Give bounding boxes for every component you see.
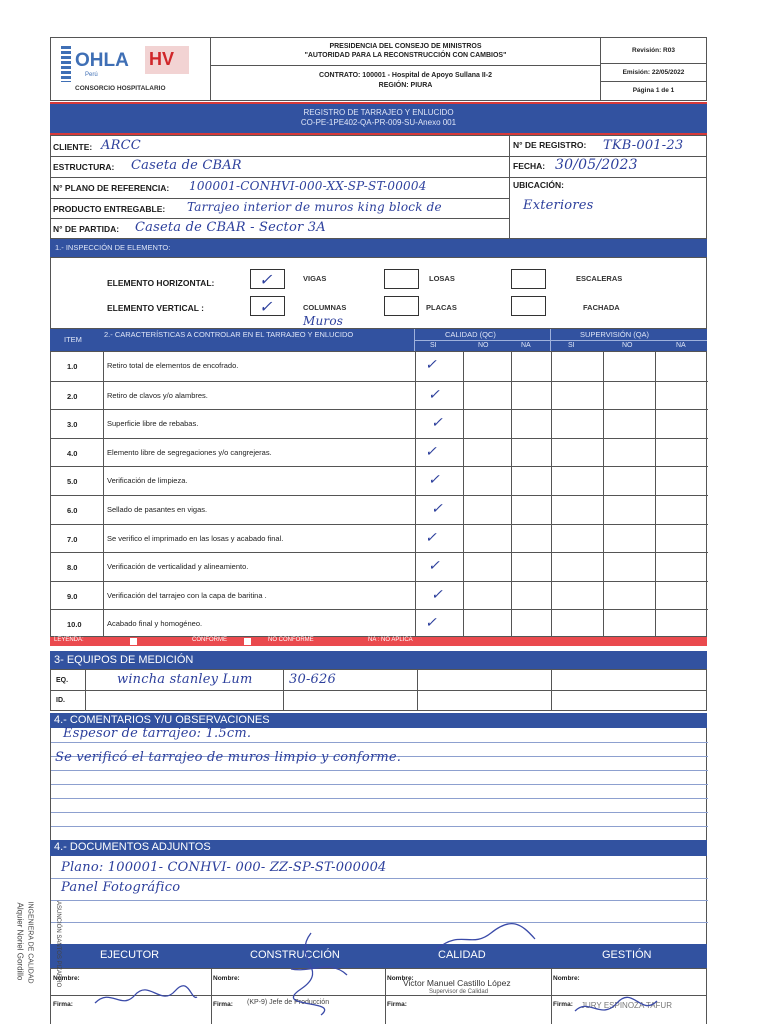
- client-value: ARCC: [101, 138, 141, 153]
- header-title-line1: PRESIDENCIA DEL CONSEJO DE MINISTROS: [329, 43, 482, 50]
- attachment-line-2: Panel Fotográfico: [61, 880, 181, 895]
- check-cell[interactable]: [655, 553, 656, 581]
- check-cell[interactable]: [655, 382, 656, 410]
- check-cell[interactable]: [463, 352, 464, 381]
- item-description: Acabado final y homogéneo.: [107, 619, 203, 629]
- item-description: Superficie libre de rebabas.: [107, 419, 199, 429]
- comments-block: [50, 728, 707, 840]
- quality-name: Victor Manuel Castillo López: [403, 978, 511, 988]
- signature-block: [50, 968, 707, 1024]
- structure-value: Caseta de CBAR: [131, 158, 242, 173]
- logo-country: Perú: [85, 72, 98, 78]
- table-row: [51, 381, 708, 410]
- equipment-block: [50, 669, 707, 711]
- check-cell[interactable]: [463, 467, 464, 495]
- item-description: Verificación del tarrajeo con la capa de baritina .: [107, 590, 267, 600]
- item-description: Se verifico el imprimado en las losas y acabado final.: [107, 533, 284, 543]
- side-stamp-role: INGENIERA DE CALIDAD: [26, 901, 34, 984]
- checklist-table: [50, 351, 707, 637]
- qc-si-check: ✓: [431, 586, 443, 603]
- sig-col-construction: CONSTRUCCIÓN: [250, 949, 340, 961]
- side-stamp-name: Alquier Noriel Gordillo: [15, 902, 25, 981]
- check-cell[interactable]: [511, 496, 512, 524]
- item-description: Sellado de pasantes en vigas.: [107, 505, 208, 514]
- attachment-line-1: Plano: 100001- CONHVI- 000- ZZ-SP-ST-000004: [61, 860, 387, 875]
- sig-col-quality: CALIDAD: [438, 949, 486, 961]
- date-value: 30/05/2023: [555, 157, 638, 173]
- check-cell[interactable]: [603, 525, 604, 553]
- escaleras-label: ESCALERAS: [576, 274, 623, 283]
- form-title-bar: [50, 102, 707, 135]
- check-cell[interactable]: [551, 582, 552, 610]
- construction-signature-label: Firma:: [213, 1001, 233, 1008]
- check-cell[interactable]: [463, 553, 464, 581]
- qc-si-check: ✓: [428, 472, 440, 489]
- executor-name-label: Nombre:: [53, 975, 80, 982]
- management-signature-label: Firma:: [553, 1001, 573, 1008]
- sig-col-executor: EJECUTOR: [100, 949, 160, 961]
- check-cell[interactable]: [511, 439, 512, 467]
- check-cell[interactable]: [603, 582, 604, 610]
- check-cell[interactable]: [603, 382, 604, 410]
- horizontal-label: ELEMENTO HORIZONTAL:: [107, 278, 215, 288]
- management-name: JURY ESPINOZA TAFUR: [581, 1001, 672, 1010]
- table-row: [51, 438, 708, 467]
- item-number: 1.0: [67, 362, 78, 371]
- check-cell[interactable]: [655, 610, 656, 638]
- qc-na: NA: [521, 342, 531, 349]
- inspection-title: 1.- INSPECCIÓN DE ELEMENTO:: [55, 243, 171, 252]
- qc-si-check: ✓: [425, 615, 437, 632]
- check-cell[interactable]: [603, 553, 604, 581]
- escaleras-checkbox[interactable]: [511, 269, 546, 289]
- qc-si-check: ✓: [425, 529, 437, 546]
- check-cell[interactable]: [603, 439, 604, 467]
- info-block: [50, 135, 707, 239]
- item-description: Retiro total de elementos de encofrado.: [107, 361, 239, 370]
- check-cell[interactable]: [511, 467, 512, 495]
- check-cell[interactable]: [511, 582, 512, 610]
- check-cell[interactable]: [415, 382, 416, 410]
- columnas-checkbox[interactable]: [250, 296, 285, 316]
- item-number: 9.0: [67, 591, 78, 601]
- check-cell[interactable]: [415, 410, 416, 438]
- management-signature-drawing: [571, 991, 661, 1024]
- item-description: Verificación de verticalidad y alineamiento.: [107, 562, 249, 572]
- check-cell[interactable]: [415, 496, 416, 524]
- logo-text: OHLA: [75, 50, 129, 71]
- col-quality: CALIDAD (QC): [445, 330, 496, 339]
- fachada-label: FACHADA: [583, 303, 620, 312]
- item-number: 3.0: [67, 420, 78, 430]
- form-code: CO-PE-1PE402-QA-PR-009-SU-Anexo 001: [300, 118, 457, 127]
- qc-si-check: ✓: [431, 501, 443, 517]
- registry-value: TKB-001-23: [603, 138, 684, 153]
- inspection-block: [50, 257, 707, 329]
- construction-stamp: (KP-9) Jefe de Producción: [247, 999, 330, 1006]
- comment-line-2: Se verificó el tarrajeo de muros limpio y conforme.: [55, 750, 402, 765]
- qc-si-check: ✓: [428, 386, 440, 403]
- header-meta-block: [601, 38, 706, 100]
- comments-title: 4.- COMENTARIOS Y/U OBSERVACIONES: [54, 714, 270, 726]
- muros-handwritten: Muros: [303, 314, 344, 328]
- columnas-label: COLUMNAS: [303, 303, 347, 312]
- construction-signature-drawing: [271, 929, 361, 1019]
- qc-si-check: ✓: [431, 415, 443, 432]
- structure-label: ESTRUCTURA:: [53, 162, 115, 172]
- check-cell[interactable]: [463, 410, 464, 438]
- col-item: ITEM: [64, 335, 82, 344]
- check-cell[interactable]: [511, 382, 512, 410]
- signatures-bar: [50, 944, 707, 968]
- check-cell[interactable]: [415, 467, 416, 495]
- check-cell[interactable]: [463, 496, 464, 524]
- hv-logo-text: HV: [149, 49, 175, 69]
- eq-value: wincha stanley Lum: [117, 672, 253, 687]
- side-stamp-label: ASUNCIÓN SANTOS PIZARRO: [55, 901, 61, 988]
- vigas-label: VIGAS: [303, 274, 327, 283]
- qc-si-check: ✓: [425, 443, 437, 460]
- item-number: 2.0: [67, 391, 78, 401]
- check-cell[interactable]: [551, 467, 552, 495]
- location-label: UBICACIÓN:: [513, 180, 564, 190]
- legend-no-conforme: NO CONFORME: [268, 637, 314, 643]
- table-row: [51, 352, 708, 381]
- quality-signature-label: Firma:: [387, 1001, 407, 1008]
- losas-checkbox[interactable]: [384, 269, 419, 289]
- check-cell[interactable]: [463, 439, 464, 467]
- id-label: ID.: [56, 697, 65, 704]
- location-value: Exteriores: [523, 198, 594, 213]
- side-stamp: [0, 901, 61, 1024]
- quality-signature-drawing: [431, 919, 541, 959]
- check-cell[interactable]: [415, 352, 416, 381]
- table-row: [51, 524, 708, 553]
- check-cell[interactable]: [415, 610, 416, 638]
- quality-name-label: Nombre:: [387, 975, 414, 982]
- consortium-label: CONSORCIO HOSPITALARIO: [75, 85, 166, 92]
- check-cell[interactable]: [655, 525, 656, 553]
- table-row: [51, 581, 708, 610]
- item-number: 7.0: [67, 534, 78, 544]
- legend-conforme: CONFORME: [192, 637, 227, 643]
- item-number: 6.0: [67, 506, 78, 515]
- vigas-checkbox[interactable]: [250, 269, 285, 289]
- client-label: CLIENTE:: [53, 142, 93, 152]
- form-title: REGISTRO DE TARRAJEO Y ENLUCIDO: [303, 108, 454, 117]
- check-cell[interactable]: [655, 352, 656, 381]
- check-cell[interactable]: [463, 582, 464, 610]
- check-cell[interactable]: [551, 410, 552, 438]
- check-cell[interactable]: [511, 410, 512, 438]
- check-cell[interactable]: [415, 553, 416, 581]
- legend-conforme-box: [130, 638, 137, 645]
- registry-label: N° DE REGISTRO:: [513, 140, 587, 150]
- attachments-title: 4.- DOCUMENTOS ADJUNTOS: [54, 841, 211, 853]
- management-name-label: Nombre:: [553, 975, 580, 982]
- vigas-check: ✓: [259, 270, 273, 289]
- equipment-bar: [50, 651, 707, 669]
- product-value: Tarrajeo interior de muros king block de: [187, 200, 442, 214]
- legend-label: LEYENDA:: [54, 637, 84, 643]
- date-label: FECHA:: [513, 161, 546, 171]
- plan-label: N° PLANO DE REFERENCIA:: [53, 183, 170, 193]
- attachments-bar: [50, 840, 707, 856]
- check-cell[interactable]: [551, 352, 552, 381]
- eq-label: EQ.: [56, 677, 69, 684]
- hv-logo: [145, 46, 189, 74]
- ohla-logo-icon: [61, 46, 71, 82]
- header-title-block: [211, 38, 601, 100]
- check-cell[interactable]: [551, 525, 552, 553]
- placas-checkbox[interactable]: [384, 296, 419, 316]
- check-cell[interactable]: [415, 439, 416, 467]
- qa-no: NO: [622, 342, 633, 349]
- table-row: [51, 552, 708, 581]
- header-revision: Revisión: R03: [601, 38, 706, 64]
- table-row: [51, 495, 708, 524]
- item-description: Retiro de clavos y/o alambres.: [107, 390, 208, 400]
- col-characteristics: 2.- CARACTERÍSTICAS A CONTROLAR EN EL TARRAJEO Y ENLUCIDO: [104, 330, 354, 339]
- item-description: Elemento libre de segregaciones y/o cangrejeras.: [107, 447, 272, 457]
- qc-no: NO: [478, 342, 489, 349]
- check-cell[interactable]: [551, 439, 552, 467]
- check-cell[interactable]: [655, 496, 656, 524]
- check-cell[interactable]: [463, 525, 464, 553]
- construction-name-label: Nombre:: [213, 975, 240, 982]
- legend-na: NA : NO APLICA: [368, 637, 413, 643]
- check-cell[interactable]: [511, 352, 512, 381]
- check-cell[interactable]: [463, 610, 464, 638]
- placas-label: PLACAS: [426, 303, 457, 312]
- logo-block: [51, 38, 211, 100]
- check-cell[interactable]: [463, 382, 464, 410]
- executor-signature-label: Firma:: [53, 1001, 73, 1008]
- check-cell[interactable]: [655, 410, 656, 438]
- qa-si: SI: [568, 342, 575, 349]
- qc-si: SI: [430, 342, 437, 349]
- check-cell[interactable]: [603, 496, 604, 524]
- check-cell[interactable]: [655, 439, 656, 467]
- check-cell[interactable]: [511, 553, 512, 581]
- check-cell[interactable]: [603, 352, 604, 381]
- form-header: [50, 37, 707, 101]
- item-number: 5.0: [67, 477, 78, 487]
- check-cell[interactable]: [603, 467, 604, 495]
- columnas-check: ✓: [259, 297, 273, 316]
- check-cell[interactable]: [655, 582, 656, 610]
- qc-si-check: ✓: [428, 558, 440, 575]
- qc-si-check: ✓: [425, 357, 437, 373]
- losas-label: LOSAS: [429, 274, 455, 283]
- check-cell[interactable]: [551, 496, 552, 524]
- fachada-checkbox[interactable]: [511, 296, 546, 316]
- item-number: 10.0: [67, 620, 82, 630]
- equipment-title: 3- EQUIPOS DE MEDICIÓN: [54, 654, 194, 666]
- check-cell[interactable]: [551, 382, 552, 410]
- table-row: [51, 609, 708, 638]
- header-region: REGIÓN: PIURA: [378, 82, 433, 89]
- sig-col-management: GESTIÓN: [602, 949, 652, 961]
- item-number: 4.0: [67, 448, 78, 458]
- product-label: PRODUCTO ENTREGABLE:: [53, 204, 166, 214]
- check-cell[interactable]: [415, 525, 416, 553]
- comment-line-1: Espesor de tarrajeo: 1.5cm.: [63, 726, 252, 741]
- header-emission: Emisión: 22/05/2022: [601, 64, 706, 82]
- table-row: [51, 466, 708, 495]
- attachments-block: [50, 856, 707, 944]
- check-cell[interactable]: [511, 610, 512, 638]
- check-cell[interactable]: [603, 610, 604, 638]
- eq-value-2: 30-626: [289, 672, 336, 687]
- quality-role: Supervisor de Calidad: [429, 989, 489, 995]
- checklist-header: [50, 329, 707, 351]
- check-cell[interactable]: [655, 467, 656, 495]
- inspection-bar: [50, 239, 707, 257]
- form-sheet: [50, 37, 707, 1024]
- item-description: Verificación de limpieza.: [107, 476, 188, 486]
- plan-value: 100001-CONHVI-000-XX-SP-ST-00004: [189, 179, 427, 193]
- legend-no-conforme-box: [244, 638, 251, 645]
- header-page: Página 1 de 1: [632, 87, 675, 94]
- check-cell[interactable]: [603, 410, 604, 438]
- check-cell[interactable]: [511, 525, 512, 553]
- qa-na: NA: [676, 342, 686, 349]
- executor-signature-drawing: [91, 983, 201, 1013]
- header-title-line2: "AUTORIDAD PARA LA RECONSTRUCCIÓN CON CAMBIOS": [304, 52, 507, 59]
- check-cell[interactable]: [415, 582, 416, 610]
- header-contract: CONTRATO: 100001 - Hospital de Apoyo Sullana II-2: [319, 72, 492, 79]
- batch-label: N° DE PARTIDA:: [53, 224, 120, 234]
- legend-bar: [50, 637, 707, 646]
- item-number: 8.0: [67, 563, 78, 573]
- col-supervision: SUPERVISIÓN (QA): [580, 330, 650, 339]
- table-row: [51, 409, 708, 438]
- check-cell[interactable]: [551, 610, 552, 638]
- vertical-label: ELEMENTO VERTICAL :: [107, 303, 204, 313]
- batch-value: Caseta de CBAR - Sector 3A: [135, 220, 326, 235]
- check-cell[interactable]: [551, 553, 552, 581]
